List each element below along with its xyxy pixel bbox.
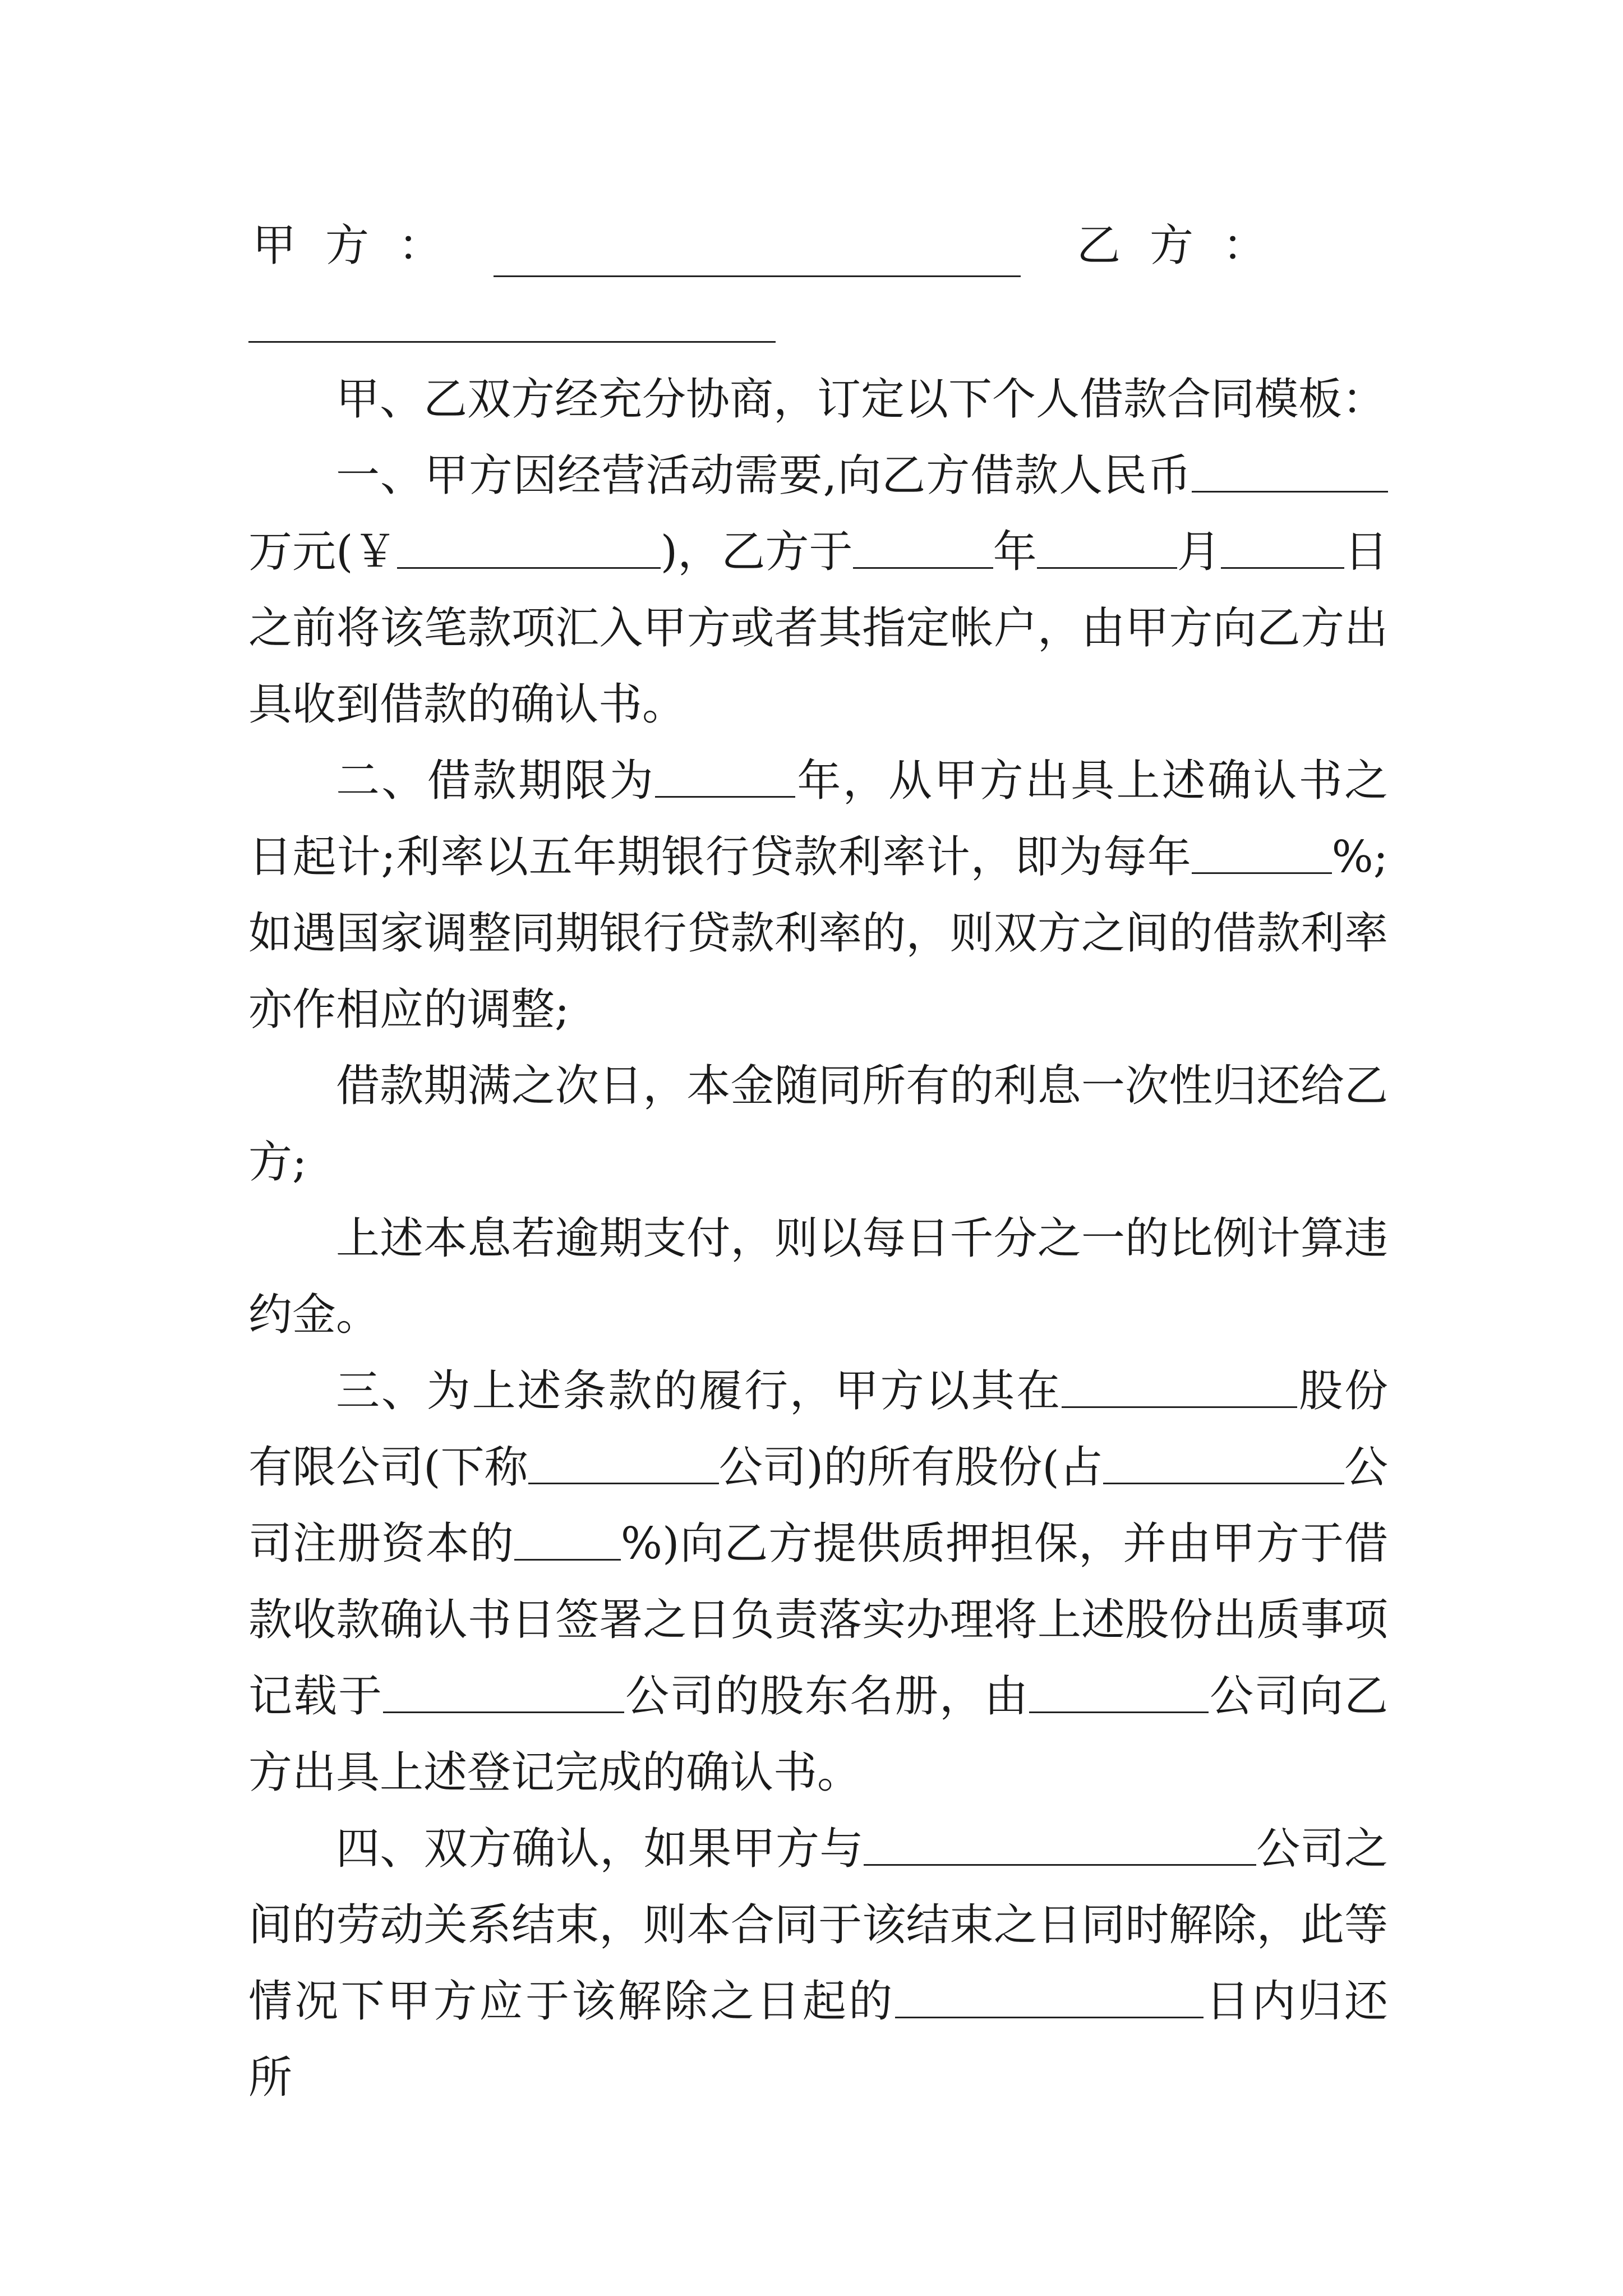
return-days-blank — [895, 2016, 1204, 2018]
amount-blank — [1192, 490, 1388, 493]
amount-figure-blank — [397, 567, 661, 569]
intro-paragraph — [248, 361, 1388, 438]
clause-2-text-a: 二、借款期限为 — [336, 756, 656, 806]
clause-3 — [248, 1353, 1388, 1811]
clause-3-text-e: %)向乙方提供质押担保，并由甲方于借款收款确认书日签署之日负责落实办理将上述股份出质事项记载于 — [248, 1519, 1388, 1722]
clause-1-text-d: 年 — [993, 527, 1037, 577]
party-a-label: 甲方： — [252, 220, 472, 271]
clause-1 — [248, 438, 1388, 743]
share-company-blank — [1103, 1482, 1344, 1484]
year-blank — [853, 567, 993, 569]
clause-1-text-c: )，乙方于 — [660, 527, 853, 577]
company-short-name-blank — [528, 1482, 719, 1484]
term-years-blank — [655, 795, 795, 798]
clause-3-text-d: 公司注册资本的 — [248, 1442, 1388, 1569]
penalty-text: 上述本息若逾期支付，则以每日千分之一的比例计算违约金。 — [248, 1213, 1388, 1340]
clause-2 — [248, 743, 1388, 1048]
clause-1-text-b: 万元(￥ — [248, 527, 397, 577]
repayment-text: 借款期满之次日，本金随同所有的利息一次性归还给乙方; — [248, 1061, 1388, 1188]
contract-body — [248, 361, 1388, 2116]
register-company-blank — [383, 1711, 624, 1713]
clause-2-text-b: 年，从甲方出具上述确认书之日起计;利率以五年期银行贷款利率计，即为每年 — [248, 756, 1388, 882]
clause-3-text-a: 三、为上述条款的履行，甲方以其在 — [336, 1366, 1062, 1416]
intro-text: 甲、乙双方经充分协商，订定以下个人借款合同模板： — [336, 374, 1386, 425]
clause-1-text-e: 月 — [1177, 527, 1221, 577]
clause-4-text-c: 日内归还所 — [248, 1976, 1388, 2103]
clause-3-text-g: 公司向乙方出具上述登记完成的确认书。 — [248, 1671, 1388, 1798]
clause-4-text-a: 四、双方确认，如果甲方与 — [336, 1824, 864, 1874]
clause-1-text-a: 一、甲方因经营活动需要,向乙方借款人民币 — [336, 450, 1192, 501]
clause-1-text-f: 日之前将该笔款项汇入甲方或者其指定帐户，由甲方向乙方出具收到借款的确认书。 — [248, 527, 1388, 730]
party-b-label: 乙方： — [1077, 220, 1296, 271]
clause-3-text-f: 公司的股东名册，由 — [624, 1671, 1029, 1722]
clause-2-text-c: %;如遇国家调整同期银行贷款利率的，则双方之间的借款利率亦作相应的调整; — [248, 832, 1388, 1035]
clause-2-repayment — [248, 1048, 1388, 1200]
clause-3-text-b: 股份有限公司(下称 — [248, 1366, 1388, 1493]
employer-company-blank — [864, 1864, 1256, 1866]
clause-3-text-c: 公司)的所有股份(占 — [718, 1442, 1103, 1493]
issuing-company-blank — [1029, 1711, 1209, 1713]
clause-2-penalty — [248, 1200, 1388, 1353]
share-percent-blank — [514, 1558, 621, 1561]
party-a-blank — [494, 275, 1021, 277]
clause-4 — [248, 1811, 1388, 2116]
company-name-blank — [1062, 1406, 1297, 1408]
rate-blank — [1192, 872, 1332, 874]
month-blank — [1037, 567, 1177, 569]
day-blank — [1221, 567, 1344, 569]
clause-4-text-b: 公司之间的劳动关系结束，则本合同于该结束之日同时解除，此等情况下甲方应于该解除之日起的 — [248, 1824, 1388, 2027]
parties-line — [252, 212, 1402, 279]
party-b-blank — [248, 341, 776, 343]
